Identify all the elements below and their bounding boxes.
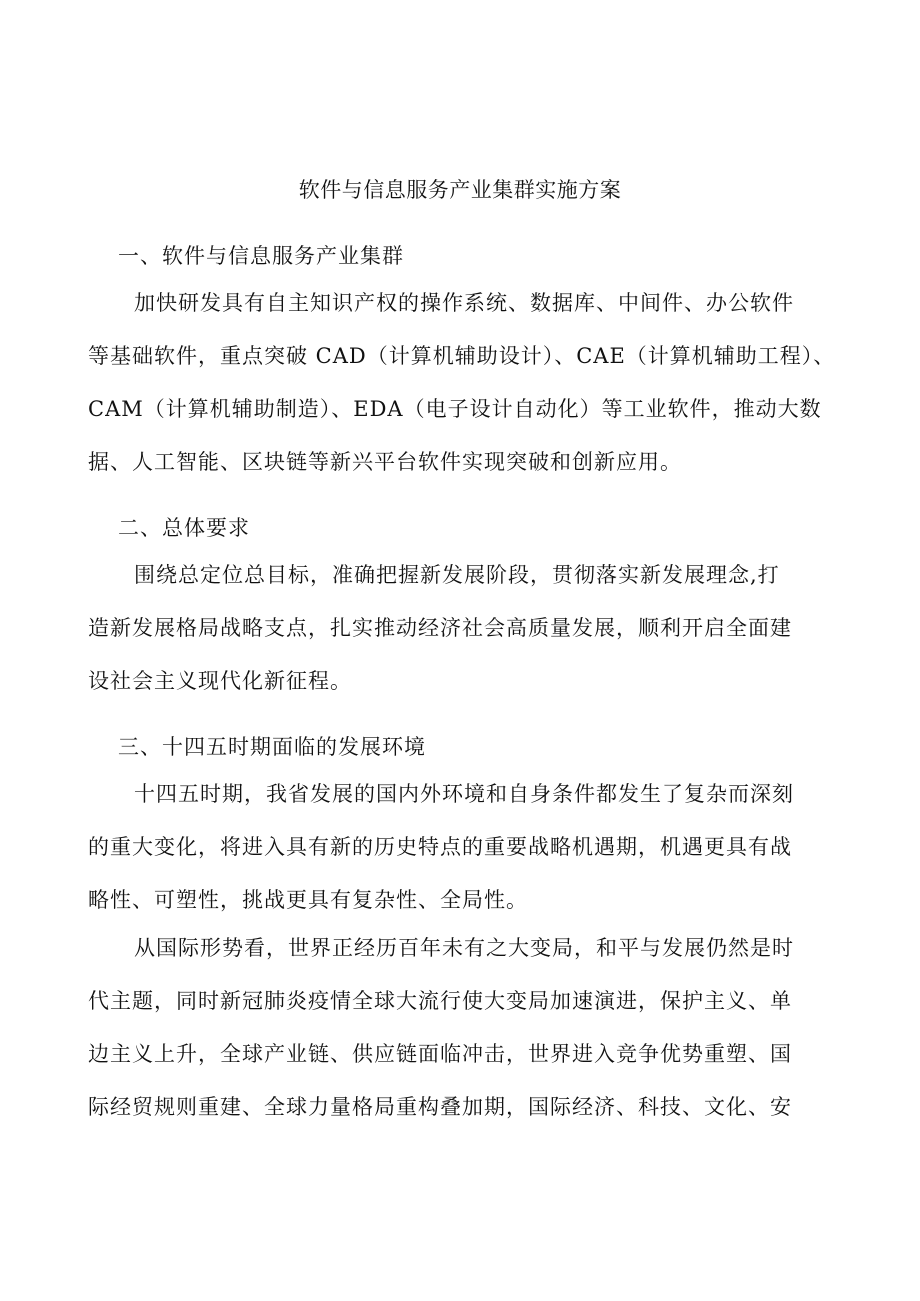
- paragraph-line: CAM（计算机辅助制造）、EDA（电子设计自动化）等工业软件，推动大数: [88, 397, 822, 421]
- paragraph-line: 据、人工智能、区块链等新兴平台软件实现突破和创新应用。: [88, 450, 682, 474]
- paragraph-line: 造新发展格局战略支点，扎实推动经济社会高质量发展，顺利开启全面建: [88, 616, 792, 640]
- paragraph-2-1: [88, 549, 858, 708]
- document-title: 软件与信息服务产业集群实施方案: [298, 178, 622, 202]
- paragraph-3-1: [88, 768, 858, 927]
- paragraph-line: 围绕总定位总目标，准确把握新发展阶段，贯彻落实新发展理念,打: [134, 563, 780, 587]
- paragraph-line: 十四五时期，我省发展的国内外环境和自身条件都发生了复杂而深刻: [134, 782, 794, 806]
- paragraph-line: 际经贸规则重建、全球力量格局重构叠加期，国际经济、科技、文化、安: [88, 1095, 792, 1119]
- section-heading-1: 一、软件与信息服务产业集群: [118, 244, 404, 268]
- paragraph-line: 设社会主义现代化新征程。: [88, 669, 352, 693]
- paragraph-line: 的重大变化，将进入具有新的历史特点的重要战略机遇期，机遇更具有战: [88, 835, 792, 859]
- paragraph-1-1: [88, 277, 858, 489]
- paragraph-line: 从国际形势看，世界正经历百年未有之大变局，和平与发展仍然是时: [134, 936, 794, 960]
- section-heading-3: 三、十四五时期面临的发展环境: [118, 735, 426, 759]
- paragraph-line: 加快研发具有自主知识产权的操作系统、数据库、中间件、办公软件: [134, 291, 794, 315]
- paragraph-line: 代主题，同时新冠肺炎疫情全球大流行使大变局加速演进，保护主义、单: [88, 989, 792, 1013]
- paragraph-line: 略性、可塑性，挑战更具有复杂性、全局性。: [88, 888, 528, 912]
- paragraph-3-2: [88, 922, 858, 1134]
- section-heading-2: 二、总体要求: [118, 516, 250, 540]
- paragraph-line: 等基础软件，重点突破 CAD（计算机辅助设计）、CAE（计算机辅助工程）、: [88, 344, 836, 368]
- paragraph-line: 边主义上升，全球产业链、供应链面临冲击，世界进入竞争优势重塑、国: [88, 1042, 792, 1066]
